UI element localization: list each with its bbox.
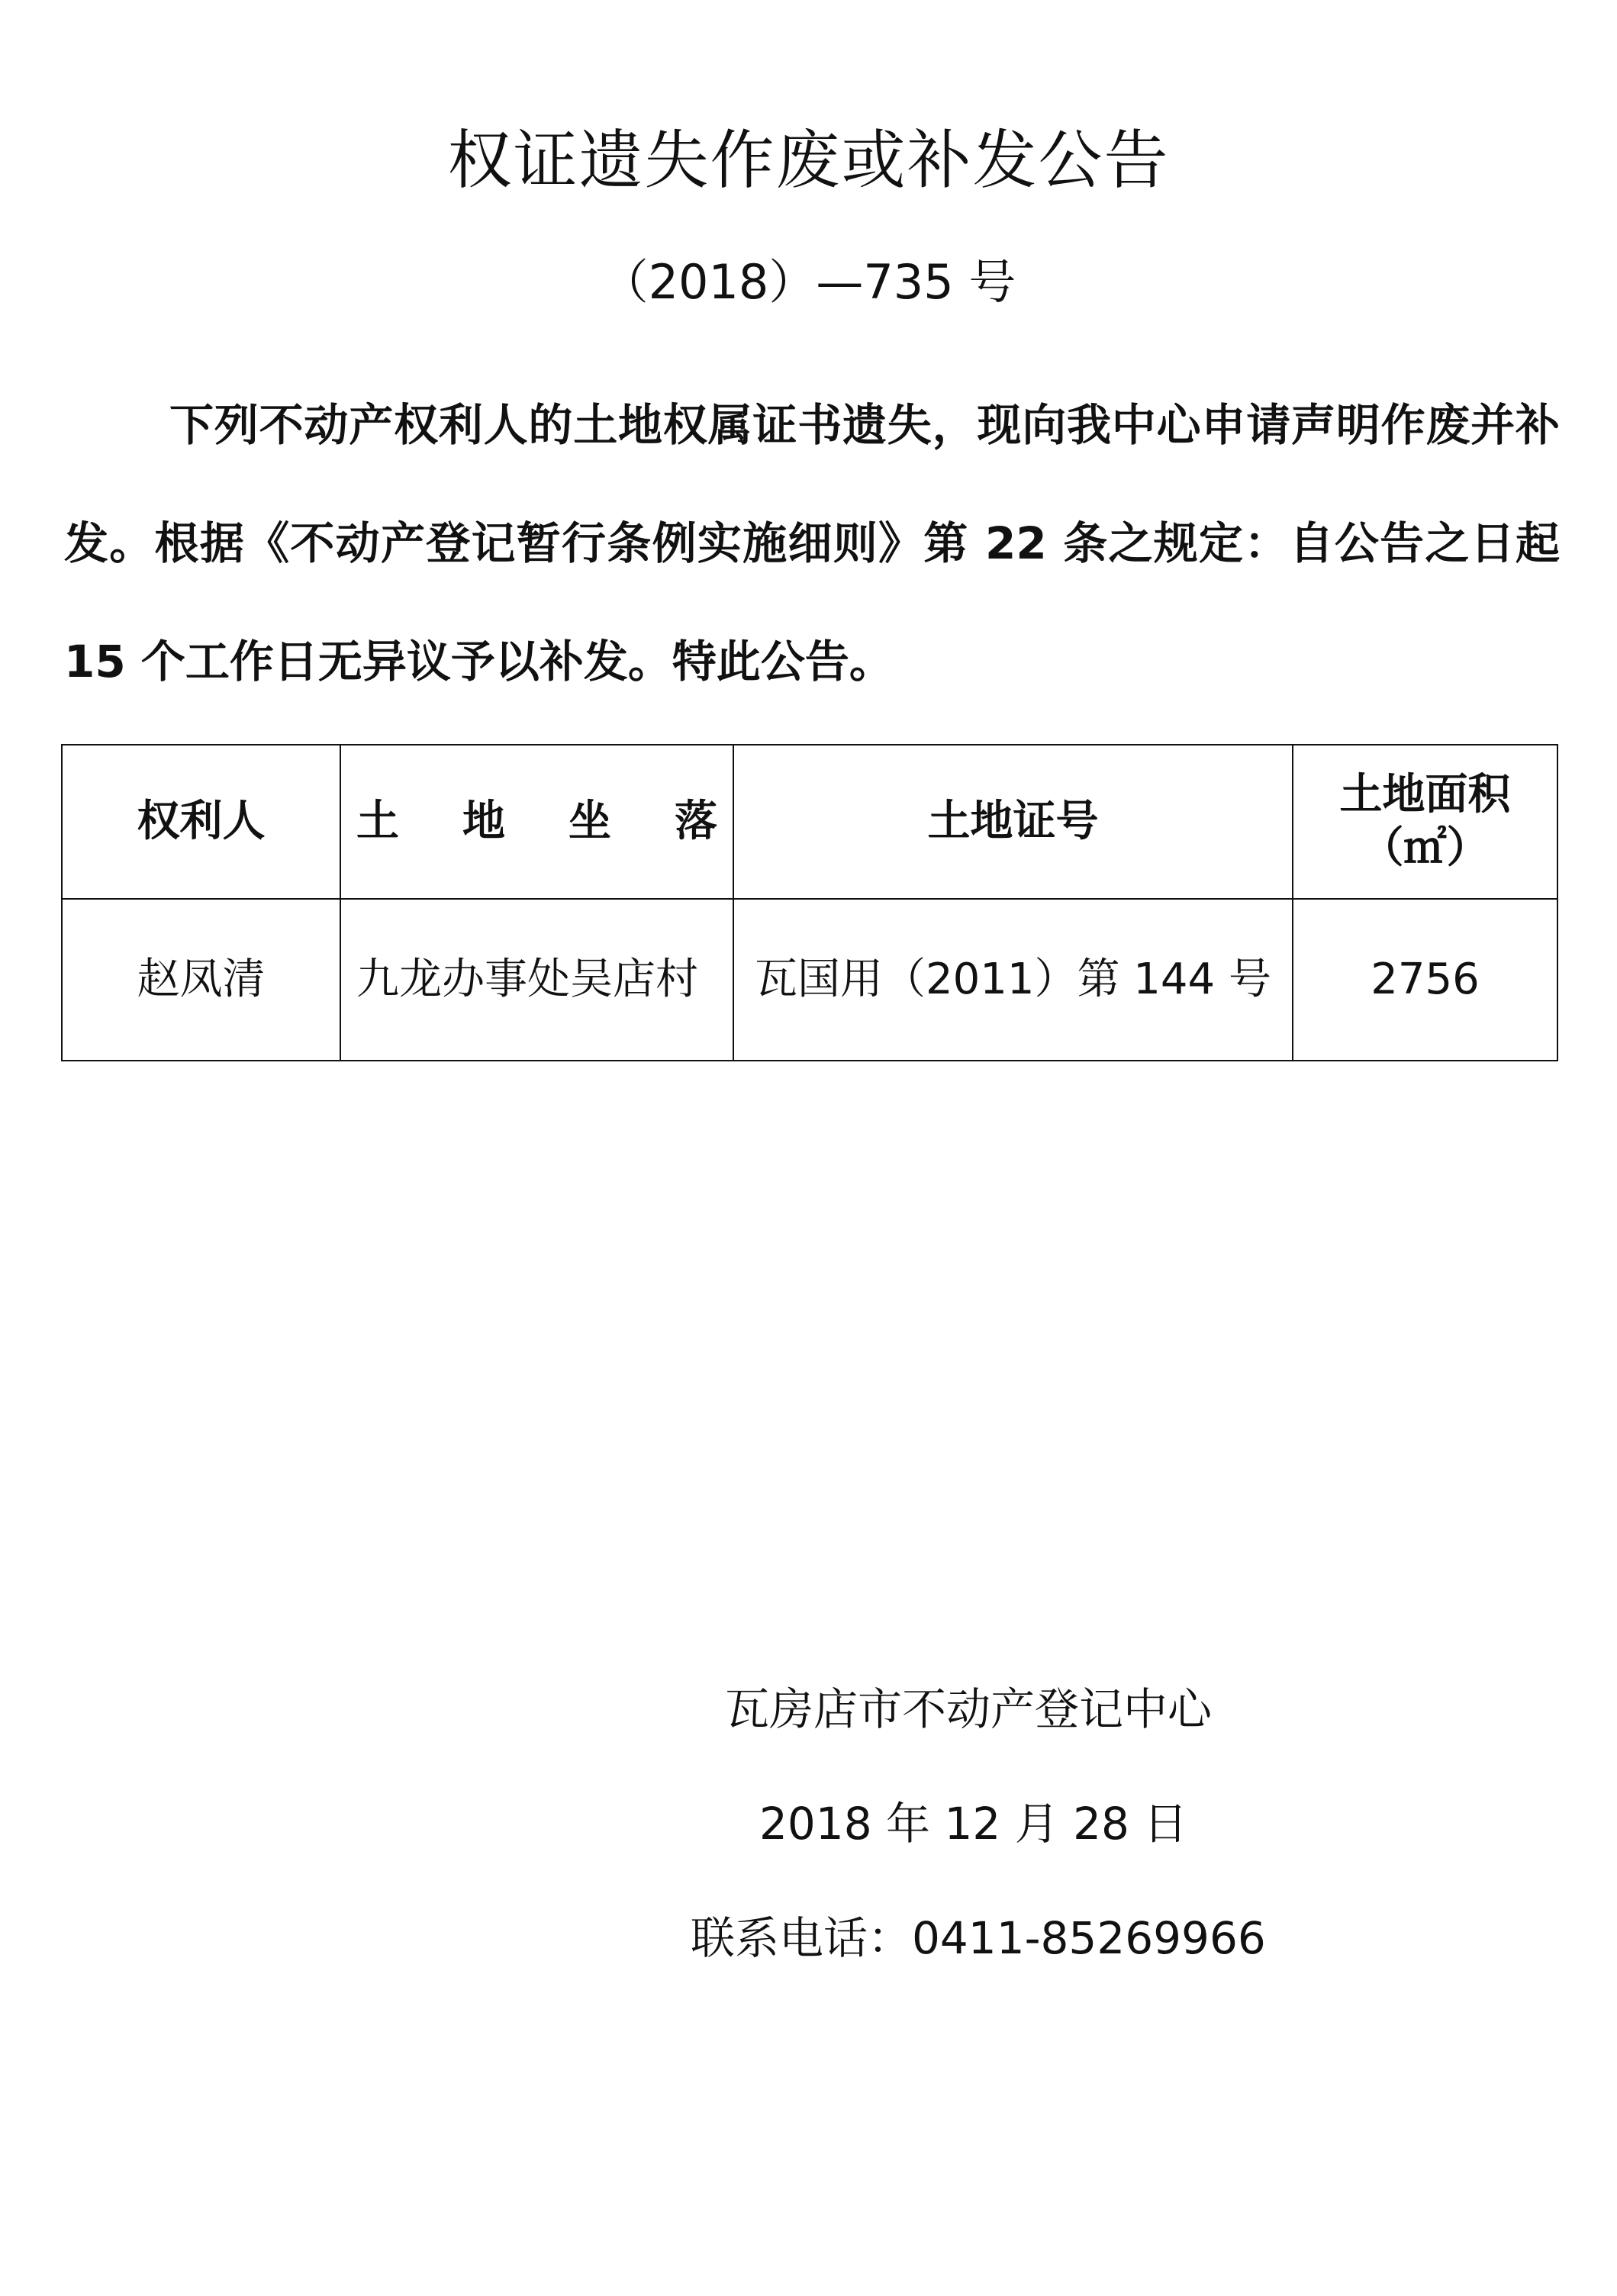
notice-body (64, 366, 1560, 721)
cell-location: 九龙办事处吴店村 (340, 899, 733, 1061)
table-row (62, 899, 1557, 1061)
document-title: 权证遗失作废或补发公告 (447, 123, 1170, 198)
header-owner: 权利人 (62, 745, 340, 899)
contact-phone: 联系电话：0411-85269966 (691, 1912, 1266, 1964)
header-certificate-no: 土地证号 (733, 745, 1293, 899)
header-location: 土 地 坐 落 (340, 745, 733, 899)
table-header-row (62, 745, 1557, 899)
notice-paragraph: 下列不动产权利人的土地权属证书遗失，现向我中心申请声明作废并补发。根据《不动产登记暂行条例实施细则》第 22 条之规定：自公告之日起 15 个工作日无异议予以补发。特此公告。 (64, 399, 1560, 688)
notice-table (61, 744, 1558, 1061)
cell-owner: 赵凤清 (62, 899, 340, 1061)
cell-certificate-no: 瓦国用（2011）第 144 号 (733, 899, 1293, 1061)
cell-area: 2756 (1293, 899, 1557, 1061)
issue-date: 2018 年 12 月 28 日 (759, 1798, 1188, 1850)
issuing-organization: 瓦房店市不动产登记中心 (725, 1683, 1213, 1735)
header-area: 土地面积（㎡） (1293, 745, 1557, 899)
document-number: （2018）—735 号 (601, 254, 1016, 310)
